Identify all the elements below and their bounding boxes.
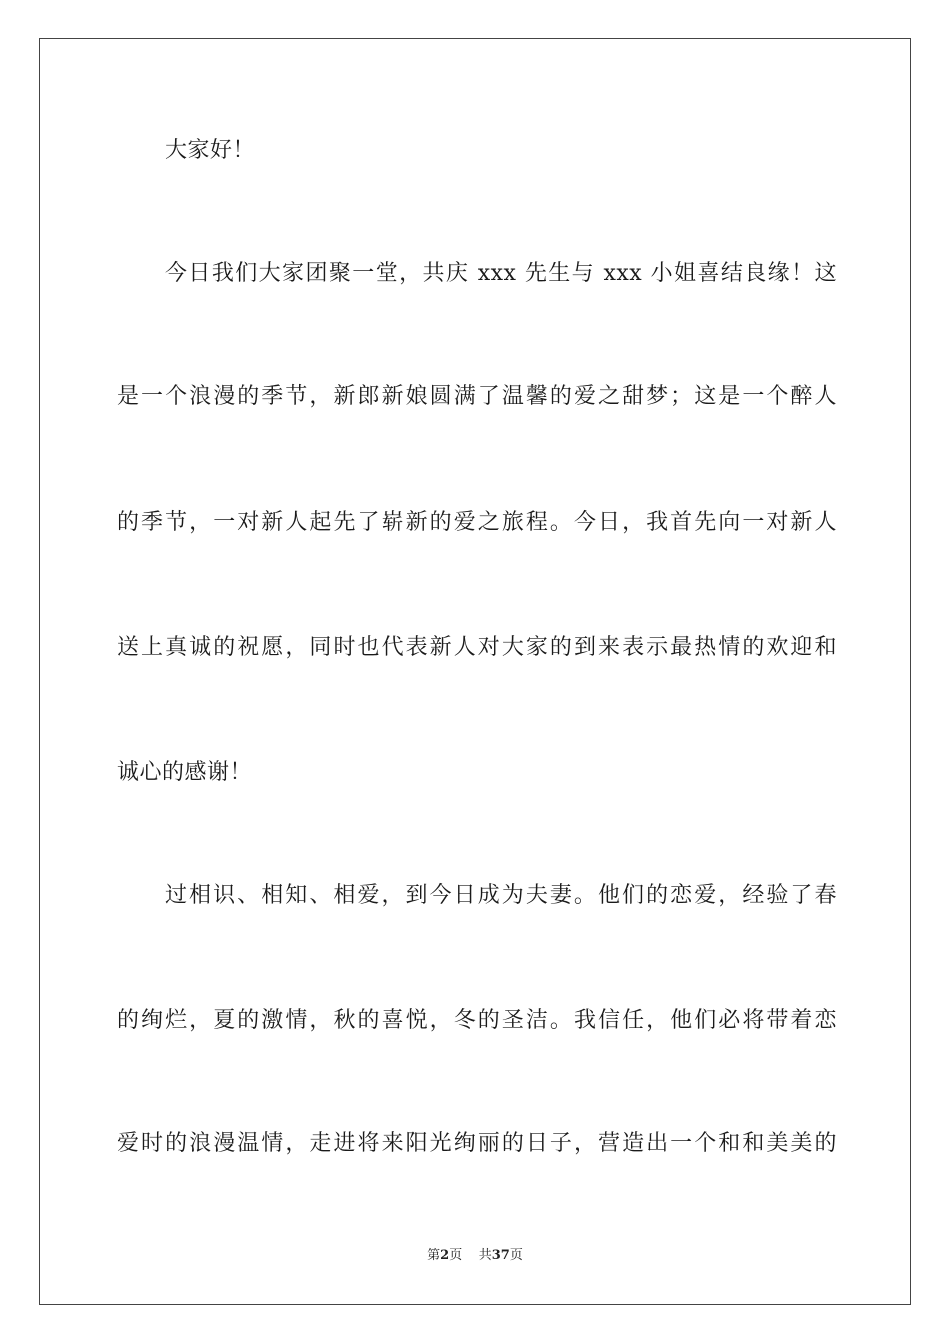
paragraph-line: 爱时的浪漫温情，走进将来阳光绚丽的日子，营造出一个和和美美的 (117, 1131, 837, 1156)
page-border (39, 38, 911, 1305)
page-number: 2 (440, 1248, 450, 1263)
paragraph-greeting: 大家好！ (165, 138, 256, 163)
paragraph-line: 的绚烂，夏的激情，秋的喜悦，冬的圣洁。我信任，他们必将带着恋 (117, 1008, 837, 1033)
page-suffix: 页 (449, 1248, 463, 1263)
total-pages: 37 (491, 1248, 510, 1263)
paragraph-line: 的季节，一对新人起先了崭新的爱之旅程。今日，我首先向一对新人 (117, 510, 837, 535)
paragraph-line: 送上真诚的祝愿，同时也代表新人对大家的到来表示最热情的欢迎和 (117, 635, 837, 660)
paragraph-line: 今日我们大家团聚一堂，共庆 xxx 先生与 xxx 小姐喜结良缘！这 (165, 261, 837, 286)
paragraph-line: 是一个浪漫的季节，新郎新娘圆满了温馨的爱之甜梦；这是一个醉人 (117, 384, 837, 409)
page-footer (0, 1247, 950, 1265)
total-prefix: 共 (478, 1248, 492, 1263)
paragraph-line: 过相识、相知、相爱，到今日成为夫妻。他们的恋爱，经验了春 (165, 883, 837, 908)
page-prefix: 第 (427, 1248, 441, 1263)
total-suffix: 页 (509, 1248, 523, 1263)
paragraph-line: 诚心的感谢！ (117, 760, 253, 785)
